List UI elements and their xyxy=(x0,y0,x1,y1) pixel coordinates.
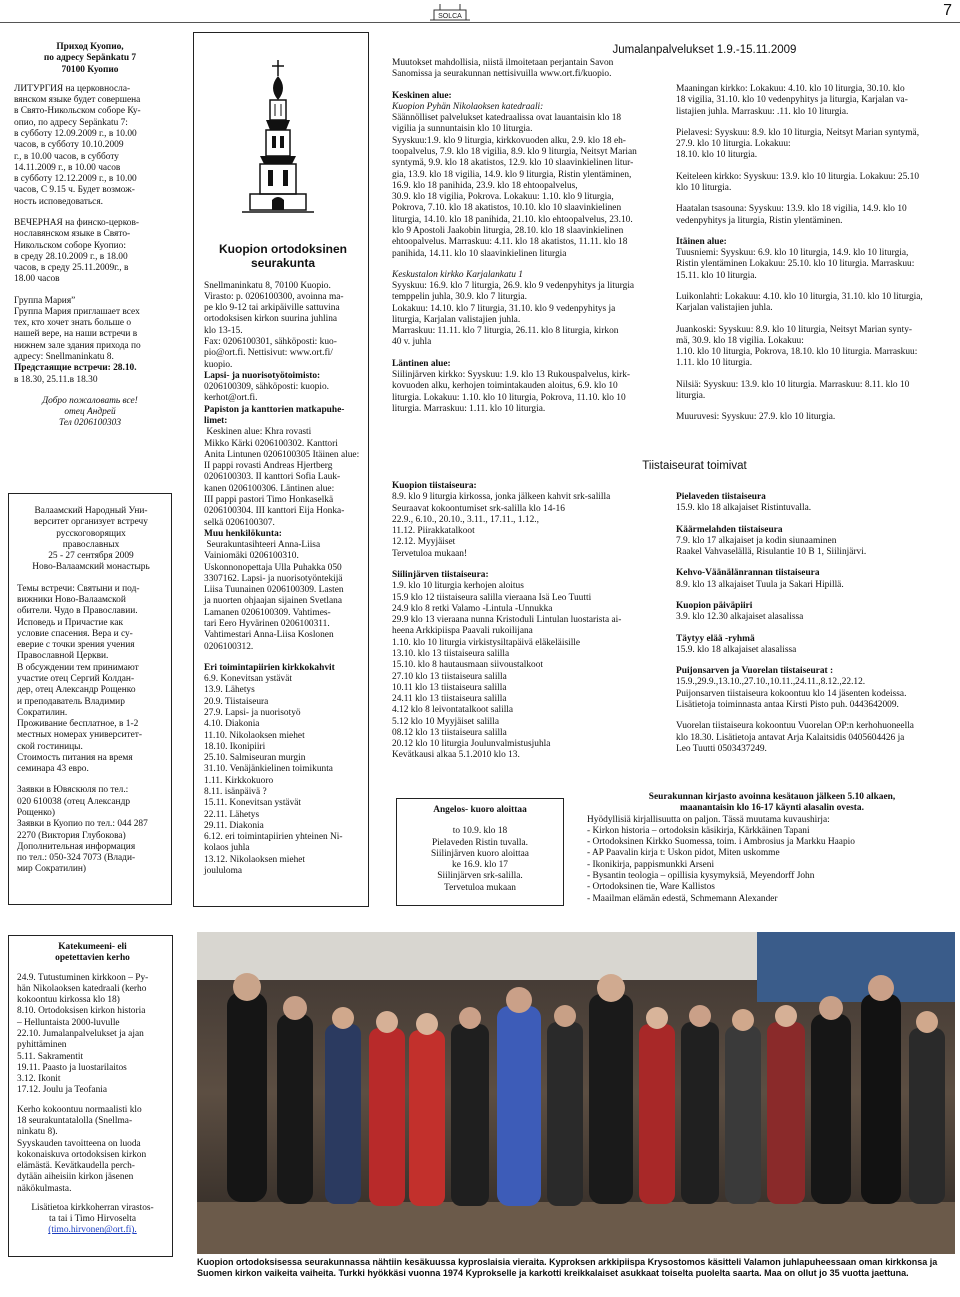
pielavesi-tuesday-info: 15.9. klo 18 alkajaiset Ristintuvalla. xyxy=(676,503,812,514)
parish-office-info: Snellmaninkatu 8, 70100 Kuopio. Virasto: p. 0206100300, avoinna ma- pe klo 9-12 tai arkipäiville sattuvina ortodoksisen kirkon suurina juhlina klo 13-15. Fax: 0206100301, sähköposti: kuo- pio@ort.fi. Nettisivut: www.ort.fi/ kuopio. xyxy=(204,280,344,370)
karjalankatu-schedule: Syyskuu: 16.9. klo 7 liturgia, 26.9. klo 9 vedenpyhitys ja liturgia temppelin juhla, 30.9. klo 7 liturgia. Lokakuu: 14.10. klo 7 liturgia, 31.10. klo 9 vedenpyhitys ja liturgia, Karjalan valistajien juhla. Marraskuu: 11.11. klo 7 liturgia, 26.11. klo 8 liturgia, kirkon 40 v. juhla xyxy=(392,281,635,348)
central-area-label: Keskinen alue: xyxy=(392,90,452,101)
youth-office-label: Lapsi- ja nuorisotyötoimisto: xyxy=(204,370,321,381)
keitele-schedule: Keiteleen kirkko: Syyskuu: 13.9. klo 10 liturgia. Lokakuu: 25.10 klo 10 liturgia. xyxy=(676,171,920,193)
catechumen-body: Kerho kokoontuu normaalisti klo 18 seurakuntatalolla (Snellma- ninkatu 8). Syyskauden tavoitteena on luoda kokonaiskuva ortodoksisen kirkon elämästä. Kevätkaudella perch- dytään aiheisiin kirkon jäsenen näkökulmasta. xyxy=(17,1104,147,1194)
group-photo xyxy=(197,932,955,1254)
siilinjarvi-tuesday-label: Siilinjärven tiistaiseura: xyxy=(392,569,489,580)
kuopio-tuesday-info: 8.9. klo 9 liturgia kirkossa, jonka jälkeen kahvit srk-salilla Seuraavat kokoontumiset srk-salilla klo 14-16 22.9., 6.10., 20.10., 3.11., 17.11., 1.12., 11.12. Piirakkatalkoot 12.12. Myyjäiset Tervetuloa mukaan! xyxy=(392,492,611,559)
luikonlahti-schedule: Luikonlahti: Lokakuu: 4.10. klo 10 liturgia, 31.10. klo 10 liturgia, Karjalan valistajien juhla. xyxy=(676,291,923,314)
services-title: Jumalanpalvelukset 1.9.-15.11.2009 xyxy=(612,44,797,56)
solca-logo xyxy=(420,2,480,22)
clergy-phones-info: Keskinen alue: Khra rovasti Mikko Kärki 0206100302. Kanttori Anita Lintunen 0206100305 Itäinen alue: II pappi rovasti Andreas Hjertberg 0206100303. II kanttori Sofia Lauk- kanen 0206100306. Läntinen alue: III pappi pastori Timo Honkaselkä 0206100304. III kanttori Eija Honka- selkä 0206100307. xyxy=(204,427,360,528)
library-body: Hyödyllisiä kirjallisuutta on paljon. Tässä muutama kuvaushirja: - Kirkon historia – ortodoksin käsikirja, Kärkkäinen Tapani - Ortodoksinen Kirkko Suomessa, toim. i Ambrosius ja Markku Haapio - AP Paavalin kirja t: Uskon pidot, Miten uskomme - Ikonikirja, pappismunkki Arseni - Bysantin teologia – opillisia kysymyksiä, Meyendorff John - Ortodoksinen tie, Ware Kallistos - Maailman elämän edestä, Schmemann Alexander xyxy=(587,814,855,904)
cathedral-label: Kuopion Pyhän Nikolaoksen katedraali: xyxy=(392,101,544,112)
services-left-column xyxy=(392,58,666,415)
tayty-elaa-label: Täytyy elää -ryhmä xyxy=(676,633,755,644)
kehvo-tuesday-info: 8.9. klo 13 alkajaiset Tuula ja Sakari Hipillä. xyxy=(676,579,844,590)
catechumen-email-line xyxy=(17,1225,168,1236)
valaam-contacts: Заявки в Ювяскюля по тел.: 020 610038 (отец Александр Рощенко) Заявки в Куопио по тел.: 044 287 2270 (Виктория Глубокова) Дополнительная информация по тел.: 050-324 7073 (Влади- мир Сократилин) xyxy=(17,785,148,875)
parish-heading: Приход Куопио, по адресу Sepänkatu 7 70100 Куопио xyxy=(43,42,137,75)
valaam-body: Темы встречи: Святыни и под- вижники Ново-Валаамской обители. Чудо в Православии. Исповедь и Причастие как условие спасения. Вера и су- еверие с точки зрения учения Православной Церкви. В обсуждении тем принимают участие отец Сергий Колдан- дер, отец Александр Рощенко и преподаватель Владимир Сократилин. Проживание бесплатное, в 1-2 местных номерах университет- ской гостиницы. Стоимость питания на время семинара 43 евро. xyxy=(17,583,143,775)
welcome-signature: Добро пожаловать все! отец Андрей Тел 0206100303 xyxy=(42,395,138,429)
church-illustration xyxy=(228,58,328,218)
parish-title: Kuopion ortodoksinen seurakunta xyxy=(219,242,347,270)
photo-caption: Kuopion ortodoksisessa seurakunnassa nähtiin kesäkuussa kyproslaisia vieraita. Kyproksen arkkipiispa Krysostomos käsitteli Valamon juhlapuheessaan oman kirkkonsa ja Suomen kirkon vaikeita vaiheita. Turkki hyökkäsi vuonna 1974 Kyprokselle ja karkotti kreikkalaiset asukkaat toiselta puolelta saarta. Maa on ollut jo 35 vuotta jaettuna. xyxy=(197,1257,938,1278)
tuesday-right-column xyxy=(676,492,956,755)
tuesday-left-column xyxy=(392,481,666,762)
group-photo-illustration xyxy=(197,932,955,1254)
catechumen-title: Katekumeeni- eli opetettavien kerho xyxy=(55,942,130,964)
maria-group-text: Группа Мария” Группа Мария приглашает всех тех, кто хочет знать больше о нашей вере, на наши встречи в нижнем зале здания прихода по адресу: Snellmaninkatu 8. xyxy=(14,295,141,363)
kehvo-tuesday-label: Kehvo-Väänälänrannan tiistaiseura xyxy=(676,568,820,579)
liturgy-text: ЛИТУРГИЯ на церковносла- вянском языке будет совершена в Свято-Никольском соборе Ку- опио, по адресу Sepänkatu 7: в субботу 12.09.2009 г., в 10.00 часов, в субботу 10.10.2009 г., в 10.00 часов, в субботу 14.11.2009 г., в 10.00 часов в субботу 12.12.2009 г., в 10.00 часов, С 9.15 ч. Будет возмож- ность исповедоваться. xyxy=(14,83,141,207)
day-circle-label: Kuopion päiväpiiri xyxy=(676,600,753,611)
west-area-schedule: Siilinjärven kirkko: Syyskuu: 1.9. klo 13 Rukouspalvelus, kirk- kovuoden alku, kerhojen toimintakauden aloitus, 6.9. klo 10 liturgia. Lokakuu: 1.10. klo 10 liturgia, Pokrova, 11.10. klo 10 liturgia. Marraskuu: 1.11. klo 10 liturgia. xyxy=(392,370,631,414)
tuesday-title: Tiistaiseurat toimivat xyxy=(642,460,747,472)
library-title: Seurakunnan kirjasto avoinna kesätauon jälkeen 5.10 alkaen, maanantaisin klo 16-17 käynti alasalin ovesta. xyxy=(648,792,896,814)
west-area-label: Läntinen alue: xyxy=(392,358,451,369)
juankoski-schedule: Juankoski: Syyskuu: 8.9. klo 10 liturgia, Neitsyt Marian synty- mä, 30.9. klo 18 vigilia. Lokakuu: 1.10. klo 10 liturgia, Pokrova, 18.10. klo 10 liturgia. Marraskuu: 1.11. klo 10 liturgia. xyxy=(676,324,918,369)
siilinjarvi-tuesday-info: 1.9. klo 10 liturgia kerhojen aloitus 15.9 klo 12 tiistaiseura salilla vieraana Isä Leo Tuutti 24.9 klo 8 retki Valamo -Lintula -Unnukka 29.9 klo 13 vieraana nunna Kristoduli Lintulan luostarista ai- heena Arkkipiispa Paavali rukoilijana 1.10. klo 10 liturgia virkistysiltapäivä eläkeläisille 13.10. klo 13 tiistaiseura salilla 15.10. klo 8 hautausmaan siivoustalkoot 27.10 klo 13 tiistaiseura salilla 10.11 klo 13 tiistaiseura salilla 24.11 klo 13 tiistaiseura salilla 4.12 klo 8 leivontatalkoot salilla 5.12 klo 10 Myyjäiset salilla 08.12 klo 13 tiistaiseura salilla 20.12 klo 10 liturgia Joulunvalmistusjuhla Kevätkausi alkaa 5.1.2010 klo 13. xyxy=(392,581,622,761)
church-coffee-list: 6.9. Konevitsan ystävät 13.9. Lähetys 20.9. Tiistaiseura 27.9. Lapsi- ja nuorisotyö 4.10. Diakonia 11.10. Nikolaoksen miehet 18.10. Ikonipiiri 25.10. Salmiseuran murgin 31.10. Venäjänkielinen toimikunta 1.11. Kirkkokuoro 8.11. isänpäivä ? 15.11. Konevitsan ystävät 22.11. Lähetys 29.11. Diakonia 6.12. eri toimintapiirien yhteinen Ni- kolaos juhla 13.12. Nikolaoksen miehet joululoma xyxy=(204,674,343,876)
east-area-label: Itäinen alue: xyxy=(676,236,727,247)
catechumen-schedule: 24.9. Tutustuminen kirkkoon – Py- hän Nikolaoksen katedraali (kerho kokoontuu kirkossa klo 18) 8.10. Ortodoksisen kirkon historia – Helluntaista 2000-luvulle 22.10. Jumalanpalvelukset ja ajan pyhittäminen 5.11. Sakramentit 19.11. Paasto ja luostarilaitos 3.12. Ikonit 17.12. Joulu ja Teofania xyxy=(17,972,149,1096)
services-section xyxy=(392,44,957,56)
page-number: 7 xyxy=(943,2,952,19)
services-intro: Muutokset mahdollisia, niistä ilmoitetaan perjantain Savon Sanomissa ja seurakunnan nettisivuilla www.ort.fi/kuopio. xyxy=(392,58,614,80)
puijonsarvi-info: 15.9.,29.9.,13.10.,27.10.,10.11.,24.11.,8.12.,22.12. Puijonsarven tiistaiseura kokoontuu klo 14 jäsenten kodeissa. Lisätietoja toiminnasta antaa Kirsti Pisto puh. 0443642009. xyxy=(676,677,907,710)
valaam-university-box xyxy=(8,493,172,905)
maaninka-schedule: Maaningan kirkko: Lokakuu: 4.10. klo 10 liturgia, 30.10. klo 18 vigilia, 31.10. klo 10 vedenpyhitys ja liturgia, Karjalan va- listajien juhla. Marraskuu: .11. klo 10 liturgia. xyxy=(676,84,908,117)
muuruvesi-schedule: Muuruvesi: Syyskuu: 27.9. klo 10 liturgia. xyxy=(676,412,836,423)
clergy-phones-label: Papiston ja kanttorien matkapuhe- limet: xyxy=(204,404,345,426)
choir-title: Angelos- kuoro aloittaa xyxy=(433,805,527,815)
vespers-text: ВЕЧЕРНАЯ на финско-церков- нославянском языке в Свято- Никольском соборе Куопио: в среду 28.10.2009 г., в 18.00 часов, в среду 25.11.2009г., в 18.00 часов xyxy=(14,217,140,285)
kaarmelahti-tuesday-label: Käärmelahden tiistaiseura xyxy=(676,524,783,535)
cathedral-schedule: Säännölliset palvelukset katedraalissa ovat lauantaisin klo 18 vigilia ja sunnuntaisin klo 10 liturgia. Syyskuu:1.9. klo 9 liturgia, kirkkovuoden alku, 2.9. klo 18 eh- toopalvelus, 7.9. klo 18 vigilia, 8.9. klo 9 liturgia, Neitsyt Marian syntymä, 9.9. klo 18 akatistos, 12.9. klo 10 slaavinkielinen litur- gia, 13.9. klo 18 vigilia, 14.9. klo 9 liturgia, Ristin ylentäminen, 16.9. klo 18 panihida, 23.9. klo 18 ehtoopalvelus, 30.9. klo 18 vigilia, Pokrova. Lokakuu: 1.10. klo 9 liturgia, Pokrova, 7.10. klo 18 akatistos, 10.10. klo 10 slaavinkielinen liturgia, 14.10. klo 18 panihida, 21.10. klo ehtoopalvelus, 23.10. klo 9 Apostoli Jaakobin liturgia, 28.10. klo 18 slaavinkielinen ehtoopalvelus. Marraskuu: 4.11. klo 18 akatistos, 11.11. klo 18 panihida, 14.11. klo 10 slaavinkielinen liturgia xyxy=(392,113,637,259)
maria-meetings-dates: в 18.30, 25.11.в 18.30 xyxy=(14,374,98,385)
parish-info-section xyxy=(204,243,362,877)
staff-label: Muu henkilökunta: xyxy=(204,528,282,539)
haatala-schedule: Haatalan tsasouna: Syyskuu: 13.9. klo 18 vigilia, 14.9. klo 10 vedenpyhitys ja liturgia, Ristin ylentäminen. xyxy=(676,204,907,226)
tuusniemi-schedule: Tuusniemi: Syyskuu: 6.9. klo 10 liturgia, 14.9. klo 10 liturgia, Ristin ylentäminen Lokakuu: 25.10. klo 10 liturgia. Marraskuu: 15.11. klo 10 liturgia. xyxy=(676,248,915,281)
day-circle-info: 3.9. klo 12.30 alkajaiset alasalissa xyxy=(676,612,804,623)
tayty-elaa-info: 15.9. klo 18 alkajaiset alasalissa xyxy=(676,644,797,655)
kuopio-tuesday-label: Kuopion tiistaiseura: xyxy=(392,481,477,491)
logo-text: SOLCA xyxy=(438,13,462,20)
pielavesi-tuesday-label: Pielaveden tiistaiseura xyxy=(676,492,766,502)
church-coffee-title: Eri toimintapiirien kirkkokahvit xyxy=(204,662,335,673)
catechumen-box xyxy=(8,935,173,1257)
staff-info: Seurakuntasihteeri Anna-Liisa Vainiomäki 0206100310. Uskonnonopettaja Ulla Puhakka 050 3307162. Lapsi- ja nuorisotyöntekijä Liisa Tuunainen 0206100309. Lasten ja nuorten ohjaajan sijainen Svetlana Lamanen 0206100309. Vahtimes- tari Eero Hyvärinen 0206100311. Vahtimestari Anna-Liisa Koslonen 0206100312. xyxy=(204,540,344,652)
kaarmelahti-tuesday-info: 7.9. klo 17 alkajaiset ja kodin siunaaminen Raakel Vahvaselällä, Risulantie 10 B 1, Siilinjärvi. xyxy=(676,535,867,558)
services-right-column xyxy=(676,84,956,423)
choir-box xyxy=(396,798,564,906)
valaam-heading: Валаамский Народный Уни- верситет организует встречу русскоговорящих православных 25 - 27 сентября 2009 Ново-Валаамский монастырь xyxy=(32,506,150,573)
tuesday-title-wrap xyxy=(392,460,957,472)
maria-meetings-label: Предстаящие встречи: 28.10. xyxy=(14,363,137,374)
puijonsarvi-label: Puijonsarven ja Vuorelan tiistaiseurat : xyxy=(676,666,834,677)
youth-office-info: 0206100309, sähköposti: kuopio. kerhot@ort.fi. xyxy=(204,382,330,404)
karjalankatu-church-label: Keskustalon kirkko Karjalankatu 1 xyxy=(392,269,523,280)
nilsia-schedule: Nilsiä: Syyskuu: 13.9. klo 10 liturgia. Marraskuu: 8.11. klo 10 liturgia. xyxy=(676,379,910,401)
vuorela-info: Vuorelan tiistaiseura kokoontuu Vuorelan OP:n kerhohuoneella klo 18.30. Lisätietoja antavat Arja Kalaitsidis 0405604426 ja Leo Tuutti 0503437249. xyxy=(676,721,914,754)
catechumen-email-link[interactable]: (timo.hirvonen@ort.fi). xyxy=(48,1225,137,1236)
choir-body: to 10.9. klo 18 Pielaveden Ristin tuvalla. Siilinjärven kuoro aloittaa ke 16.9. klo 17 Siilinjärven srk-salilla. Tervetuloa mukaan xyxy=(431,826,529,893)
pielavesi-schedule: Pielavesi: Syyskuu: 8.9. klo 10 liturgia, Neitsyt Marian syntymä, 27.9. klo 10 liturgia. Lokakuu: 18.10. klo 10 liturgia. xyxy=(676,127,920,161)
header-rule xyxy=(0,22,960,23)
catechumen-contact: Lisätietoa kirkkoherran virastos- ta tai i Timo Hirvoselta xyxy=(31,1202,154,1225)
russian-parish-section xyxy=(14,42,166,430)
library-section xyxy=(587,792,957,905)
